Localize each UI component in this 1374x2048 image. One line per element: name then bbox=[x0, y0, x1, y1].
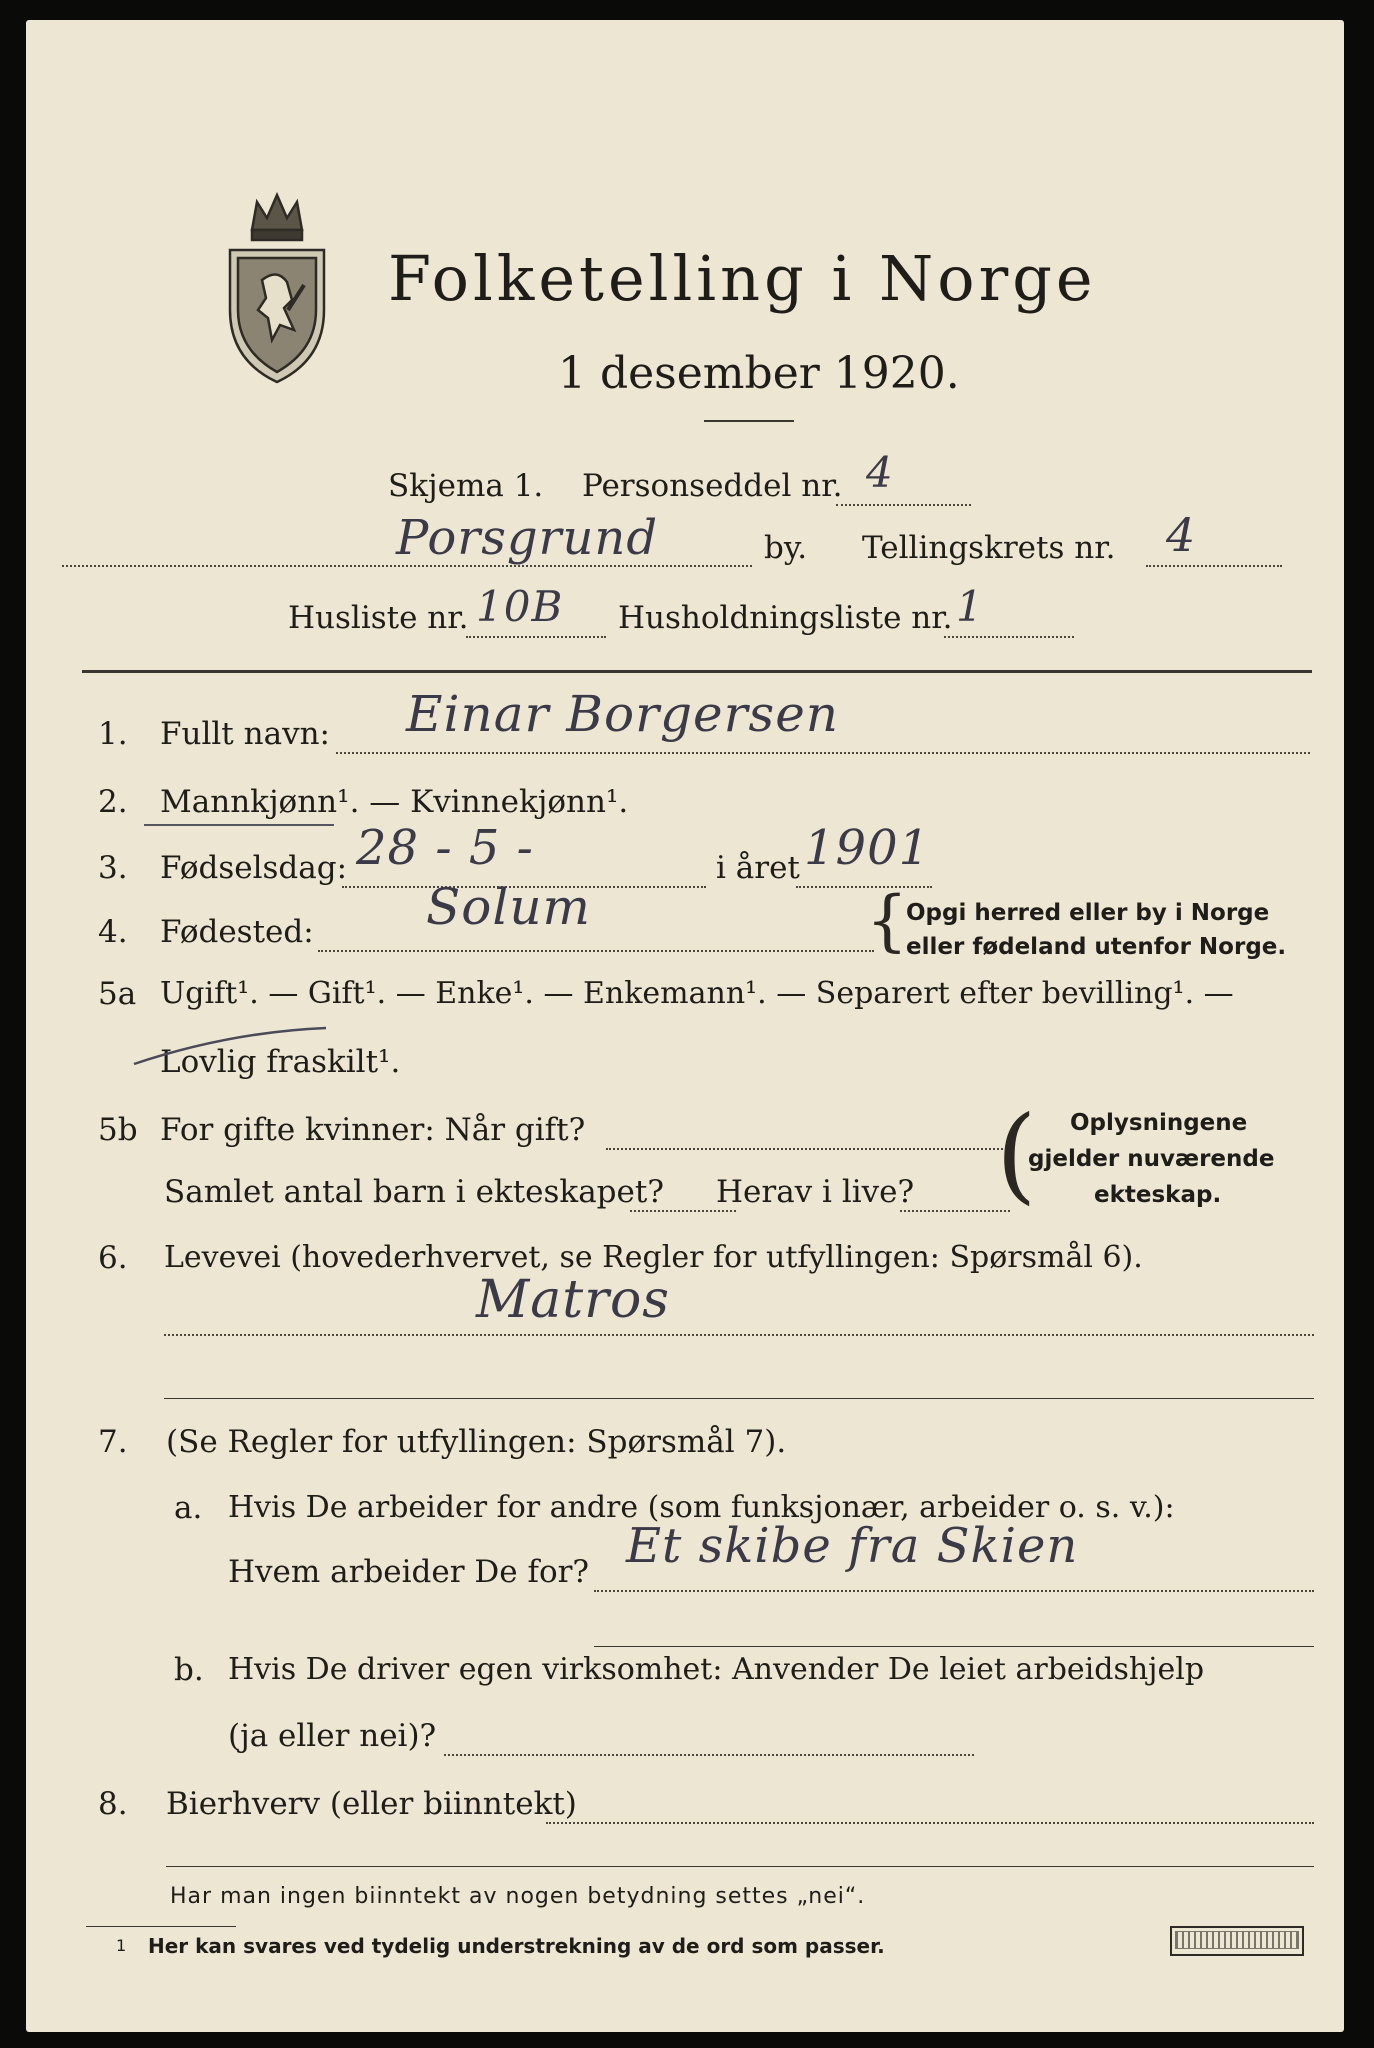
birth-day-value[interactable]: 28 - 5 - bbox=[356, 820, 534, 876]
skjema-label: Skjema 1. bbox=[388, 468, 544, 504]
personseddel-value[interactable]: 4 bbox=[866, 448, 894, 497]
footnote-mark: 1 bbox=[116, 1936, 127, 1955]
title-divider bbox=[704, 420, 794, 422]
q2-number: 2. bbox=[98, 784, 128, 820]
employer-value[interactable]: Et skibe fra Skien bbox=[626, 1518, 1079, 1574]
q7b-letter: b. bbox=[174, 1652, 204, 1688]
form-title: Folketelling i Norge bbox=[388, 242, 1097, 315]
q7b-line2: (ja eller nei)? bbox=[228, 1718, 437, 1754]
q5b-label3: Herav i live? bbox=[716, 1174, 915, 1210]
q6-label: Levevei (hovederhvervet, se Regler for utfyllingen: Spørsmål 6). bbox=[164, 1240, 1143, 1275]
q1-label: Fullt navn: bbox=[160, 716, 330, 752]
q3-number: 3. bbox=[98, 850, 128, 886]
q3-label: Fødselsdag: bbox=[160, 850, 348, 886]
census-date: 1 desember 1920. bbox=[558, 348, 960, 399]
q8-label: Bierhverv (eller biinntekt) bbox=[166, 1786, 577, 1822]
norwegian-coat-of-arms-icon bbox=[222, 190, 332, 390]
marriage-note-line2: gjelder nuværende bbox=[1028, 1146, 1275, 1172]
tellingskrets-value[interactable]: 4 bbox=[1166, 508, 1197, 562]
town-value[interactable]: Porsgrund bbox=[396, 510, 659, 566]
census-form-sheet: Folketelling i Norge 1 desember 1920. Skjema 1. Personseddel nr. 4 Porsgrund by. Tellingskrets nr. 4 Husliste nr. 10B Husholdningsliste nr. 1 1. Fullt navn: Einar Borgersen 2. Mannkjønn¹. — Kvinnekjønn¹. 3. Fødselsdag: 28 - 5 - i året 1901 4. Fødested: Solum { Opgi herred eller by i Norge eller fødeland utenfor Norge. 5a Ugift¹. — Gift¹. — Enke¹. — Enkemann¹. — Separert efter bevilling¹. — Lovlig fraskilt¹. 5b For gifte kvinner: Når gift? Samlet antal barn i ekteskapet? Herav i live? ( Oplysningene gjelder nuværende ekteskap. 6. Levevei (hovederhvervet, se Regler for utfyllingen: Spørsmål 6). Matros 7. (Se Regler for utfyllingen: Spørsmål 7). a. Hvis De arbeider for andre (som funksjonær, arbeider o. s. v.): Hvem arbeider De for? Et skibe fra Skien b. Hvis De driver egen virksomhet: Anvender De leiet arbeidshjelp (ja eller nei)? 8. Bierhverv (eller biinntekt) Har man ingen biinntekt av nogen betydning settes „nei“. 1 Her kan svares ved tydelig understrekning av de ord som passer. bbox=[26, 20, 1344, 2032]
q5b-label2: Samlet antal barn i ekteskapet? bbox=[164, 1174, 664, 1210]
year-label: i året bbox=[716, 850, 800, 886]
tellingskrets-label: Tellingskrets nr. bbox=[862, 530, 1116, 566]
q4-number: 4. bbox=[98, 914, 128, 950]
q7a-line2: Hvem arbeider De for? bbox=[228, 1554, 590, 1590]
q1-number: 1. bbox=[98, 716, 128, 752]
birthplace-value[interactable]: Solum bbox=[426, 878, 591, 936]
q7b-line1: Hvis De driver egen virksomhet: Anvender De leiet arbeidshjelp bbox=[228, 1652, 1205, 1687]
q7a-letter: a. bbox=[174, 1490, 203, 1526]
gender-underline bbox=[144, 824, 334, 826]
marriage-note-line3: ekteskap. bbox=[1094, 1182, 1222, 1208]
husholdning-label: Husholdningsliste nr. bbox=[618, 600, 953, 636]
q6-number: 6. bbox=[98, 1240, 128, 1276]
q7-number: 7. bbox=[98, 1424, 128, 1460]
marital-status-strike bbox=[130, 1022, 330, 1072]
q5a-number: 5a bbox=[98, 976, 137, 1012]
personseddel-label: Personseddel nr. bbox=[582, 468, 843, 504]
husliste-label: Husliste nr. bbox=[288, 600, 469, 636]
q5a-line1: Ugift¹. — Gift¹. — Enke¹. — Enkemann¹. — Separert efter bevilling¹. — bbox=[160, 976, 1234, 1011]
birthplace-note-line2: eller fødeland utenfor Norge. bbox=[906, 934, 1287, 960]
q2-label: Mannkjønn¹. — Kvinnekjønn¹. bbox=[160, 784, 629, 820]
birth-year-value[interactable]: 1901 bbox=[804, 820, 931, 876]
header-separator bbox=[82, 670, 1312, 673]
q8-number: 8. bbox=[98, 1786, 128, 1822]
q8-note: Har man ingen biinntekt av nogen betydning settes „nei“. bbox=[170, 1884, 866, 1909]
full-name-value[interactable]: Einar Borgersen bbox=[406, 685, 839, 743]
q5a-line2: Lovlig fraskilt¹. bbox=[160, 1044, 401, 1080]
q4-label: Fødested: bbox=[160, 914, 314, 950]
q5b-number: 5b bbox=[98, 1112, 138, 1148]
marriage-note-line1: Oplysningene bbox=[1070, 1110, 1248, 1136]
footnote-text: Her kan svares ved tydelig understrekning av de ord som passer. bbox=[148, 1934, 885, 1958]
husliste-value[interactable]: 10B bbox=[476, 582, 564, 631]
q7a-line1: Hvis De arbeider for andre (som funksjonær, arbeider o. s. v.): bbox=[228, 1490, 1175, 1525]
q7-label: (Se Regler for utfyllingen: Spørsmål 7). bbox=[166, 1424, 787, 1460]
husholdning-value[interactable]: 1 bbox=[956, 582, 984, 631]
q5b-label1: For gifte kvinner: Når gift? bbox=[160, 1112, 586, 1148]
occupation-value[interactable]: Matros bbox=[476, 1270, 670, 1330]
by-label: by. bbox=[764, 530, 808, 566]
birthplace-note-line1: Opgi herred eller by i Norge bbox=[906, 900, 1270, 926]
printer-stamp-icon bbox=[1170, 1926, 1304, 1956]
